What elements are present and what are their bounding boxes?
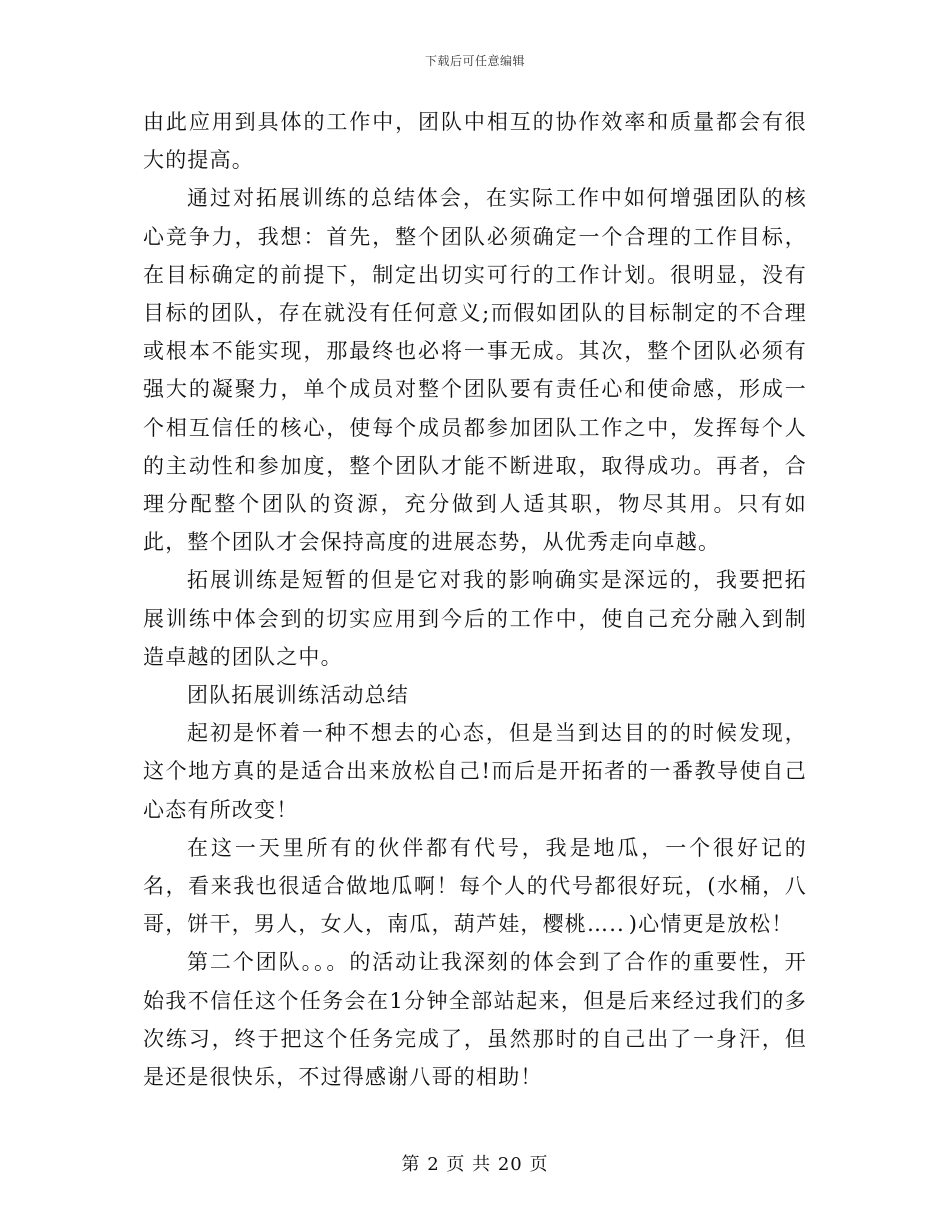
section-heading: 团队拓展训练活动总结 bbox=[187, 683, 409, 708]
paragraph: 由此应用到具体的工作中，团队中相互的协作效率和质量都会有很大的提高。 bbox=[143, 110, 807, 173]
paragraph: 在这一天里所有的伙伴都有代号，我是地瓜，一个很好记的名，看来我也很适合做地瓜啊！每个人的代号都很好玩，(水桶，八哥，饼干，男人，女人，南瓜，葫芦娃，樱桃….．)心情更是放松！ bbox=[143, 835, 807, 937]
document-body bbox=[143, 103, 807, 1096]
paragraph: 第二个团队。。。的活动让我深刻的体会到了合作的重要性，开始我不信任这个任务会在1分钟全部站起来，但是后来经过我们的多次练习，终于把这个任务完成了，虽然那时的自己出了一身汗，但是还是很快乐，不过得感谢八哥的相助！ bbox=[143, 950, 807, 1090]
paragraph: 起初是怀着一种不想去的心态，但是当到达目的的时候发现，这个地方真的是适合出来放松自己!而后是开拓者的一番教导使自己心态有所改变！ bbox=[143, 721, 807, 822]
page-footer: 第 2 页 共 20 页 bbox=[401, 1154, 549, 1175]
paragraph: 通过对拓展训练的总结体会，在实际工作中如何增强团队的核心竞争力，我想：首先，整个团队必须确定一个合理的工作目标，在目标确定的前提下，制定出切实可行的工作计划。很明显，没有目标的团队，存在就没有任何意义;而假如团队的目标制定的不合理或根本不能实现，那最终也必将一事无成。其次，整个团队必须有强大的凝聚力，单个成员对整个团队要有责任心和使命感，形成一个相互信任的核心，使每个成员都参加团队工作之中，发挥每个人的主动性和参加度，整个团队才能不断进取，取得成功。再者，合理分配整个团队的资源，充分做到人适其职，物尽其用。只有如此，整个团队才会保持高度的进展态势，从优秀走向卓越。 bbox=[143, 186, 807, 555]
page-header: 下载后可任意编辑 bbox=[424, 54, 525, 68]
paragraph: 拓展训练是短暂的但是它对我的影响确实是深远的，我要把拓展训练中体会到的切实应用到今后的工作中，使自己充分融入到制造卓越的团队之中。 bbox=[143, 568, 807, 669]
